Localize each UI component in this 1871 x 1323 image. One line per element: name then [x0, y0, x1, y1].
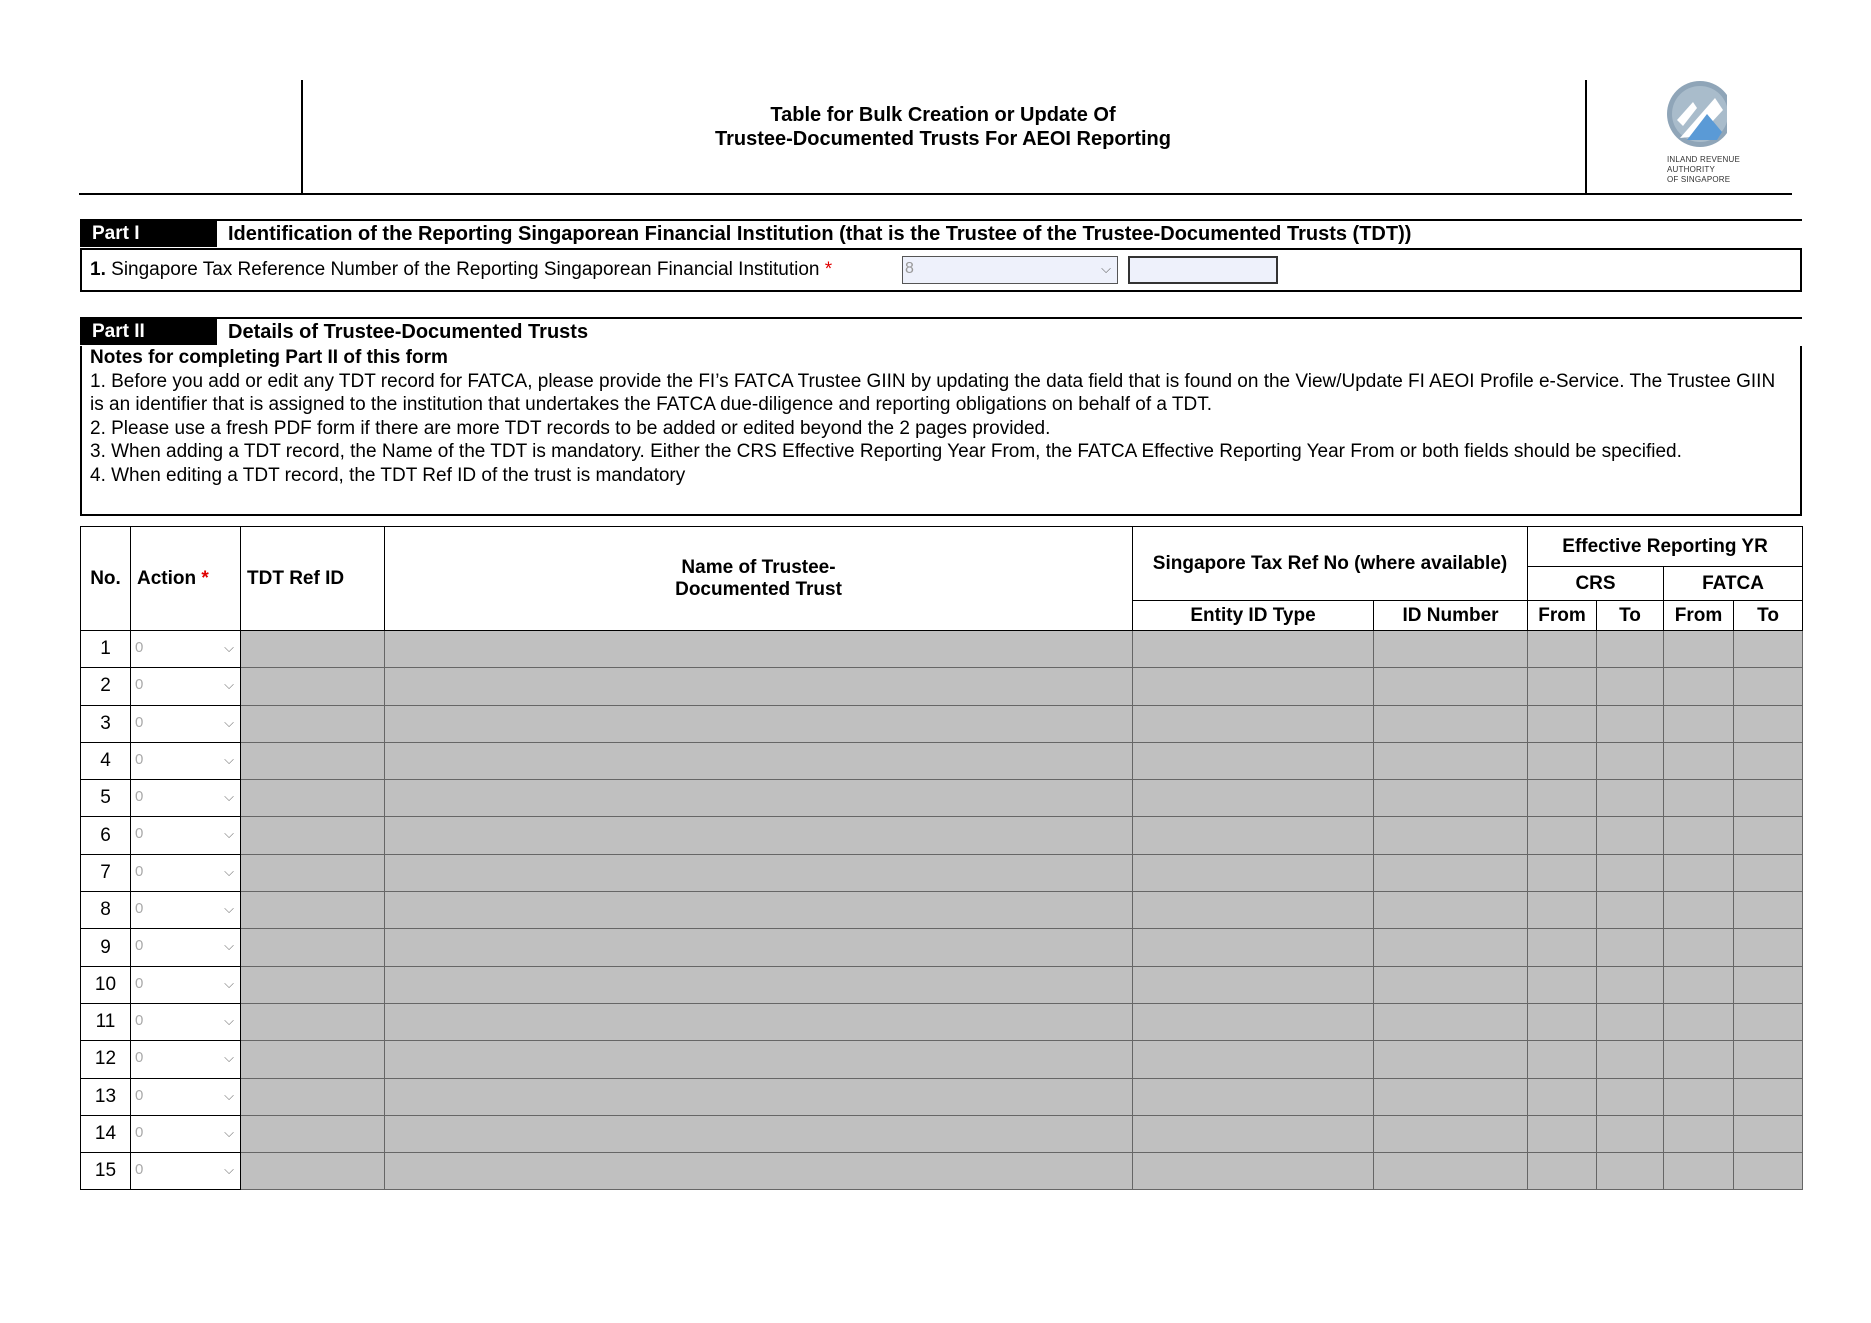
required-mark: * [201, 567, 209, 589]
action-cell [131, 1041, 241, 1078]
tdt-ref-id-input[interactable] [241, 929, 385, 966]
crs-from-input[interactable] [1528, 1115, 1597, 1152]
row-number: 13 [81, 1078, 131, 1115]
action-select[interactable] [133, 1119, 238, 1149]
table-row [81, 705, 1803, 742]
fatca-to-input[interactable] [1734, 1041, 1803, 1078]
crs-to-input[interactable] [1597, 668, 1664, 705]
id-number-input[interactable] [1374, 1078, 1528, 1115]
action-select[interactable] [133, 858, 238, 888]
col-header-name: Name of Trustee-Documented Trust [385, 527, 1133, 631]
fatca-to-input[interactable] [1734, 631, 1803, 668]
form-title-line2: Trustee-Documented Trusts For AEOI Reporting [715, 128, 1171, 150]
entity-id-type-input[interactable] [1133, 1115, 1374, 1152]
fatca-to-input[interactable] [1734, 817, 1803, 854]
action-select-value: 0 [135, 825, 144, 843]
action-cell [131, 1153, 241, 1190]
fatca-to-input[interactable] [1734, 929, 1803, 966]
row-number: 8 [81, 892, 131, 929]
fatca-from-input[interactable] [1664, 966, 1734, 1003]
part1-title: Identification of the Reporting Singaporean Financial Institution (that is the Trustee of the Trustee-Documented Trusts (TDT)) [228, 223, 1412, 245]
form-title-line1: Table for Bulk Creation or Update Of [770, 104, 1116, 126]
action-cell [131, 631, 241, 668]
id-number-input[interactable] [1374, 631, 1528, 668]
table-row [81, 929, 1803, 966]
tdt-table-body [81, 631, 1803, 1190]
action-select[interactable] [133, 1044, 238, 1074]
col-header-fatca-to: To [1734, 601, 1803, 631]
action-cell [131, 742, 241, 779]
action-cell [131, 705, 241, 742]
action-select-value: 0 [135, 750, 144, 768]
trust-name-input[interactable] [385, 1003, 1133, 1040]
col-header-crs-from: From [1528, 601, 1597, 631]
crs-from-input[interactable] [1528, 631, 1597, 668]
action-select-value: 0 [135, 639, 144, 656]
chevron-down-icon: ⌵ [224, 863, 234, 879]
tax-ref-type-select[interactable] [902, 256, 1118, 284]
entity-id-type-input[interactable] [1133, 892, 1374, 929]
tdt-ref-id-input[interactable] [241, 631, 385, 668]
row-number: 7 [81, 854, 131, 891]
id-number-input[interactable] [1374, 966, 1528, 1003]
action-cell [131, 817, 241, 854]
row-number: 10 [81, 966, 131, 1003]
table-row [81, 1041, 1803, 1078]
action-cell [131, 780, 241, 817]
tdt-ref-id-input[interactable] [241, 817, 385, 854]
crs-to-input[interactable] [1597, 892, 1664, 929]
tax-ref-number-input[interactable] [1128, 256, 1278, 284]
col-header-tdt-ref: TDT Ref ID [241, 527, 385, 631]
action-select[interactable] [133, 709, 238, 739]
id-number-input[interactable] [1374, 780, 1528, 817]
action-select-value: 0 [135, 1086, 144, 1104]
tdt-ref-id-input[interactable] [241, 780, 385, 817]
note-2: 2. Please use a fresh PDF form if there are more TDT records to be added or edited beyond the 2 pages provided. [90, 417, 1051, 439]
col-header-fatca-from: From [1664, 601, 1734, 631]
id-number-input[interactable] [1374, 854, 1528, 891]
logo-caption [1667, 155, 1740, 185]
fatca-from-input[interactable] [1664, 929, 1734, 966]
required-mark: * [824, 259, 833, 280]
part1-question-text: Singapore Tax Reference Number of the Reporting Singaporean Financial Institution [111, 259, 820, 280]
action-select-value: 0 [135, 900, 144, 918]
crs-from-input[interactable] [1528, 854, 1597, 891]
action-cell [131, 668, 241, 705]
crs-to-input[interactable] [1597, 817, 1664, 854]
action-select-value: 0 [135, 788, 144, 806]
part1-label: Part I [80, 221, 217, 247]
entity-id-type-input[interactable] [1133, 631, 1374, 668]
fatca-to-input[interactable] [1734, 742, 1803, 779]
fatca-from-input[interactable] [1664, 1115, 1734, 1152]
action-select[interactable] [133, 1082, 238, 1112]
chevron-down-icon: ⌵ [224, 938, 234, 954]
trust-name-input[interactable] [385, 817, 1133, 854]
tdt-ref-id-input[interactable] [241, 1003, 385, 1040]
action-select-value: 0 [135, 974, 144, 992]
fatca-from-input[interactable] [1664, 892, 1734, 929]
col-header-entity-id-type: Entity ID Type [1133, 601, 1374, 631]
crs-from-input[interactable] [1528, 1078, 1597, 1115]
col-header-crs: CRS [1528, 567, 1664, 601]
entity-id-type-input[interactable] [1133, 929, 1374, 966]
action-select-value: 0 [135, 862, 144, 880]
fatca-from-input[interactable] [1664, 742, 1734, 779]
part2-notes [80, 346, 1802, 516]
chevron-down-icon: ⌵ [224, 677, 234, 693]
tdt-ref-id-input[interactable] [241, 668, 385, 705]
crs-to-input[interactable] [1597, 705, 1664, 742]
trust-name-input[interactable] [385, 1153, 1133, 1190]
crs-to-input[interactable] [1597, 854, 1664, 891]
table-row [81, 668, 1803, 705]
table-row [81, 1078, 1803, 1115]
logo-caption-line3: OF SINGAPORE [1667, 175, 1731, 184]
crs-from-input[interactable] [1528, 742, 1597, 779]
row-number: 3 [81, 705, 131, 742]
entity-id-type-input[interactable] [1133, 705, 1374, 742]
row-number: 9 [81, 929, 131, 966]
id-number-input[interactable] [1374, 817, 1528, 854]
fatca-from-input[interactable] [1664, 1003, 1734, 1040]
table-row [81, 892, 1803, 929]
part2-bar [80, 317, 1802, 345]
col-header-action-label: Action [137, 567, 197, 589]
action-select[interactable] [133, 634, 238, 664]
row-number: 4 [81, 742, 131, 779]
chevron-down-icon: ⌵ [224, 901, 234, 917]
row-number: 11 [81, 1003, 131, 1040]
crs-to-input[interactable] [1597, 631, 1664, 668]
crs-from-input[interactable] [1528, 1153, 1597, 1190]
fatca-from-input[interactable] [1664, 817, 1734, 854]
action-select[interactable] [133, 895, 238, 925]
trust-name-input[interactable] [385, 1115, 1133, 1152]
action-cell [131, 854, 241, 891]
tdt-ref-id-input[interactable] [241, 1041, 385, 1078]
action-select-value: 0 [135, 937, 144, 955]
fatca-to-input[interactable] [1734, 1115, 1803, 1152]
form-header [79, 80, 1792, 195]
crs-to-input[interactable] [1597, 1115, 1664, 1152]
crs-to-input[interactable] [1597, 1078, 1664, 1115]
entity-id-type-input[interactable] [1133, 966, 1374, 1003]
entity-id-type-input[interactable] [1133, 817, 1374, 854]
fatca-to-input[interactable] [1734, 1153, 1803, 1190]
table-row [81, 966, 1803, 1003]
action-cell [131, 966, 241, 1003]
header-row-1 [81, 527, 1803, 567]
fatca-from-input[interactable] [1664, 1041, 1734, 1078]
crs-from-input[interactable] [1528, 780, 1597, 817]
fatca-to-input[interactable] [1734, 966, 1803, 1003]
fatca-to-input[interactable] [1734, 854, 1803, 891]
tdt-ref-id-input[interactable] [241, 1078, 385, 1115]
header-left-cell [79, 80, 303, 193]
action-select-value: 0 [135, 676, 144, 694]
entity-id-type-input[interactable] [1133, 1041, 1374, 1078]
tdt-table [80, 526, 1803, 1190]
id-number-input[interactable] [1374, 892, 1528, 929]
fatca-from-input[interactable] [1664, 668, 1734, 705]
entity-id-type-input[interactable] [1133, 854, 1374, 891]
fatca-from-input[interactable] [1664, 854, 1734, 891]
id-number-input[interactable] [1374, 929, 1528, 966]
action-cell [131, 1115, 241, 1152]
action-select[interactable] [133, 970, 238, 1000]
form-title [303, 80, 1583, 193]
table-row [81, 742, 1803, 779]
id-number-input[interactable] [1374, 1041, 1528, 1078]
part2-label: Part II [80, 319, 217, 345]
action-select[interactable] [133, 783, 238, 813]
col-header-no: No. [81, 527, 131, 631]
fatca-from-input[interactable] [1664, 780, 1734, 817]
fatca-from-input[interactable] [1664, 631, 1734, 668]
col-header-action [131, 527, 241, 631]
action-cell [131, 892, 241, 929]
id-number-input[interactable] [1374, 705, 1528, 742]
fatca-from-input[interactable] [1664, 705, 1734, 742]
action-select-value: 0 [135, 1011, 144, 1029]
chevron-down-icon: ⌵ [224, 789, 234, 805]
trust-name-input[interactable] [385, 705, 1133, 742]
col-header-fatca: FATCA [1664, 567, 1803, 601]
fatca-to-input[interactable] [1734, 1078, 1803, 1115]
part1-question-number: 1. [90, 259, 106, 280]
logo-caption-line2: AUTHORITY [1667, 165, 1716, 174]
crs-to-input[interactable] [1597, 780, 1664, 817]
row-number: 6 [81, 817, 131, 854]
table-row [81, 817, 1803, 854]
trust-name-input[interactable] [385, 780, 1133, 817]
row-number: 15 [81, 1153, 131, 1190]
action-select-value: 0 [135, 1049, 144, 1067]
entity-id-type-input[interactable] [1133, 742, 1374, 779]
trust-name-input[interactable] [385, 854, 1133, 891]
col-header-sg-tax: Singapore Tax Ref No (where available) [1133, 527, 1528, 601]
chevron-down-icon: ⌵ [1101, 261, 1111, 276]
entity-id-type-input[interactable] [1133, 1153, 1374, 1190]
crs-from-input[interactable] [1528, 705, 1597, 742]
crs-to-input[interactable] [1597, 929, 1664, 966]
crs-from-input[interactable] [1528, 817, 1597, 854]
action-select[interactable] [133, 932, 238, 962]
tdt-ref-id-input[interactable] [241, 742, 385, 779]
chevron-down-icon: ⌵ [224, 1050, 234, 1066]
entity-id-type-input[interactable] [1133, 1003, 1374, 1040]
fatca-to-input[interactable] [1734, 705, 1803, 742]
col-header-eff-year: Effective Reporting YR [1528, 527, 1803, 567]
id-number-input[interactable] [1374, 1153, 1528, 1190]
action-select[interactable] [133, 1156, 238, 1186]
chevron-down-icon: ⌵ [224, 1087, 234, 1103]
trust-name-input[interactable] [385, 631, 1133, 668]
chevron-down-icon: ⌵ [224, 975, 234, 991]
table-row [81, 1153, 1803, 1190]
row-number: 14 [81, 1115, 131, 1152]
chevron-down-icon: ⌵ [224, 1162, 234, 1178]
chevron-down-icon: ⌵ [224, 826, 234, 842]
trust-name-input[interactable] [385, 929, 1133, 966]
col-header-crs-to: To [1597, 601, 1664, 631]
chevron-down-icon: ⌵ [224, 714, 234, 730]
crs-from-input[interactable] [1528, 1041, 1597, 1078]
trust-name-input[interactable] [385, 742, 1133, 779]
id-number-input[interactable] [1374, 742, 1528, 779]
tdt-ref-id-input[interactable] [241, 892, 385, 929]
row-number: 12 [81, 1041, 131, 1078]
trust-name-input[interactable] [385, 1041, 1133, 1078]
action-cell [131, 1003, 241, 1040]
entity-id-type-input[interactable] [1133, 780, 1374, 817]
entity-id-type-input[interactable] [1133, 668, 1374, 705]
table-row [81, 1115, 1803, 1152]
row-number: 2 [81, 668, 131, 705]
id-number-input[interactable] [1374, 1003, 1528, 1040]
trust-name-input[interactable] [385, 668, 1133, 705]
header-logo-cell [1585, 80, 1794, 193]
tdt-ref-id-input[interactable] [241, 1115, 385, 1152]
fatca-to-input[interactable] [1734, 892, 1803, 929]
crs-to-input[interactable] [1597, 1153, 1664, 1190]
chevron-down-icon: ⌵ [224, 1012, 234, 1028]
crs-to-input[interactable] [1597, 1003, 1664, 1040]
trust-name-input[interactable] [385, 966, 1133, 1003]
id-number-input[interactable] [1374, 668, 1528, 705]
part1-question [90, 259, 832, 281]
action-select-value: 0 [135, 713, 144, 731]
table-row [81, 854, 1803, 891]
action-select[interactable] [133, 1007, 238, 1037]
id-number-input[interactable] [1374, 1115, 1528, 1152]
notes-heading: Notes for completing Part II of this form [90, 347, 448, 368]
action-select-value: 0 [135, 1161, 144, 1179]
fatca-from-input[interactable] [1664, 1078, 1734, 1115]
trust-name-input[interactable] [385, 1078, 1133, 1115]
tdt-ref-id-input[interactable] [241, 854, 385, 891]
table-row [81, 780, 1803, 817]
fatca-from-input[interactable] [1664, 1153, 1734, 1190]
tdt-ref-id-input[interactable] [241, 1153, 385, 1190]
tax-ref-type-value: 8 [905, 260, 914, 277]
action-cell [131, 1078, 241, 1115]
part1-question-box [80, 248, 1802, 292]
action-select[interactable] [133, 820, 238, 850]
chevron-down-icon: ⌵ [224, 751, 234, 767]
action-cell [131, 929, 241, 966]
crs-from-input[interactable] [1528, 966, 1597, 1003]
chevron-down-icon: ⌵ [224, 640, 234, 655]
crs-from-input[interactable] [1528, 892, 1597, 929]
action-select[interactable] [133, 746, 238, 776]
row-number: 5 [81, 780, 131, 817]
table-row [81, 631, 1803, 668]
note-3: 3. When adding a TDT record, the Name of the TDT is mandatory. Either the CRS Effective Reporting Year From, the FATCA Effective Reporting Year From or both fields should be specified. [90, 441, 1682, 462]
crs-from-input[interactable] [1528, 668, 1597, 705]
note-4: 4. When editing a TDT record, the TDT Ref ID of the trust is mandatory [90, 464, 686, 486]
action-select-value: 0 [135, 1123, 144, 1141]
logo-caption-line1: INLAND REVENUE [1667, 155, 1741, 164]
fatca-to-input[interactable] [1734, 1003, 1803, 1040]
tdt-ref-id-input[interactable] [241, 966, 385, 1003]
crs-to-input[interactable] [1597, 742, 1664, 779]
part1-bar [80, 219, 1802, 247]
crs-from-input[interactable] [1528, 929, 1597, 966]
note-1: 1. Before you add or edit any TDT record for FATCA, please provide the FI’s FATCA Trustee GIIN by updating the data field that is found on the View/Update FI AEOI Profile e-Service. The Trustee GIIN is an identifier that is assigned to the institution that undertakes the FATCA due-diligence and reporting obligations on behalf of a TDT. [90, 370, 1776, 415]
col-header-id-number: ID Number [1374, 601, 1528, 631]
chevron-down-icon: ⌵ [224, 1124, 234, 1140]
fatca-to-input[interactable] [1734, 780, 1803, 817]
action-select[interactable] [133, 671, 238, 701]
trust-name-input[interactable] [385, 892, 1133, 929]
crs-to-input[interactable] [1597, 966, 1664, 1003]
table-row [81, 1003, 1803, 1040]
part2-title: Details of Trustee-Documented Trusts [228, 321, 589, 343]
row-number: 1 [81, 631, 131, 668]
fatca-to-input[interactable] [1734, 668, 1803, 705]
crs-to-input[interactable] [1597, 1041, 1664, 1078]
entity-id-type-input[interactable] [1133, 1078, 1374, 1115]
tdt-ref-id-input[interactable] [241, 705, 385, 742]
crs-from-input[interactable] [1528, 1003, 1597, 1040]
